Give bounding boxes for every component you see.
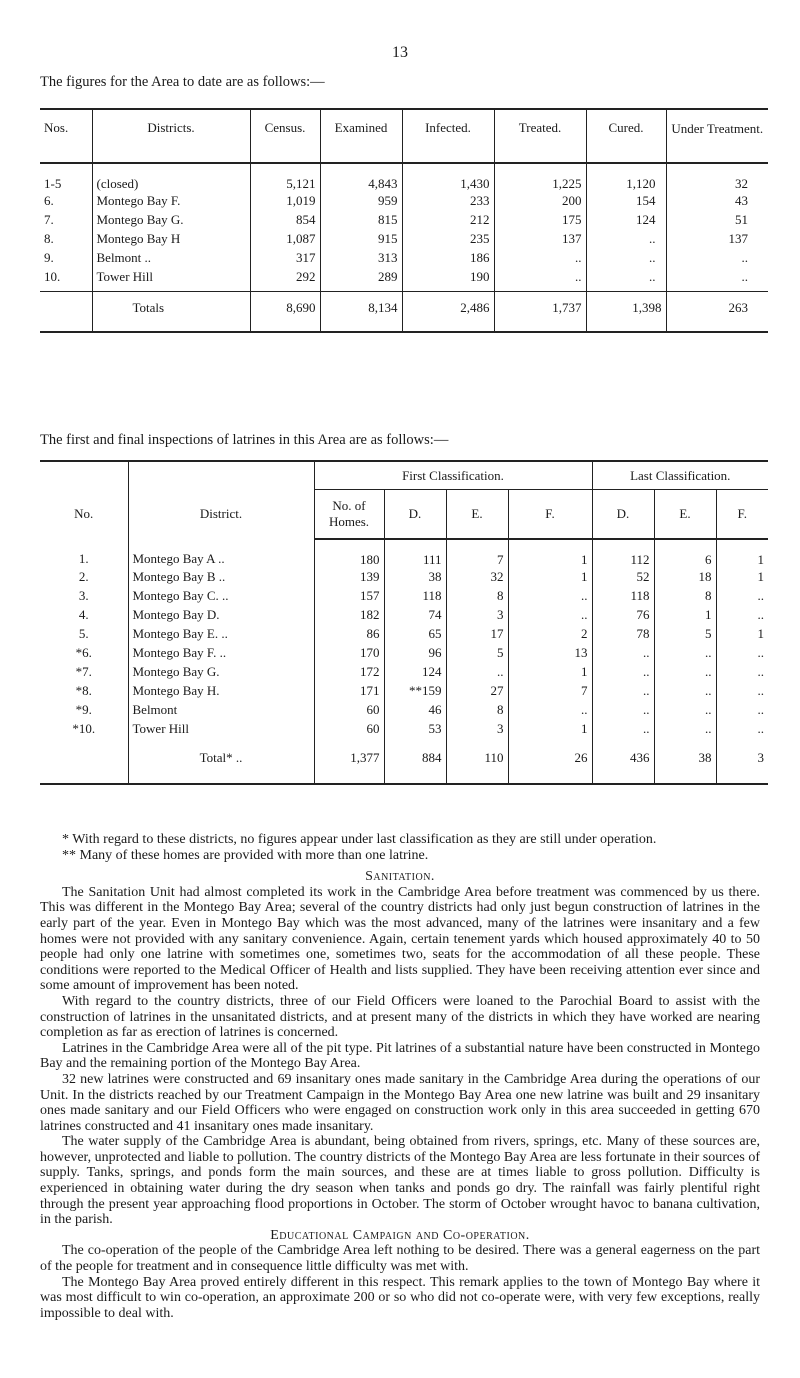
table-row xyxy=(40,626,768,645)
table-cell: .. xyxy=(446,664,508,683)
table-cell: 1,019 xyxy=(250,193,320,212)
t1-header: Cured. xyxy=(586,109,666,163)
intro-line-1: The figures for the Area to date are as follows:— xyxy=(40,74,325,90)
table-cell: 8 xyxy=(446,588,508,607)
table-cell: .. xyxy=(592,702,654,721)
t2-header: No. of Homes. xyxy=(314,489,384,539)
table-cell: Montego Bay E. .. xyxy=(128,626,314,645)
table-cell: 233 xyxy=(402,193,494,212)
table-cell: 5,121 xyxy=(250,163,320,193)
table-cell: 10. xyxy=(44,269,61,284)
intro-line-2: The first and final inspections of latrines in this Area are as follows:— xyxy=(40,432,449,448)
t2-total-cell: 884 xyxy=(384,740,446,784)
table-cell: *6. xyxy=(75,645,92,660)
table-cell: 5. xyxy=(78,626,89,641)
treatment-table xyxy=(40,108,768,333)
table-cell: .. xyxy=(716,645,768,664)
table-cell: 118 xyxy=(384,588,446,607)
footnote-2: ** Many of these homes are provided with more than one latrine. xyxy=(62,847,429,863)
t1-header: Districts. xyxy=(92,109,250,163)
t1-header: Under Treatment. xyxy=(666,109,768,163)
table-cell: .. xyxy=(716,607,768,626)
table-row xyxy=(40,250,768,269)
t1-header: Examined xyxy=(320,109,402,163)
table-cell: 60 xyxy=(314,721,384,740)
table-cell: 112 xyxy=(592,539,654,569)
table-cell: 96 xyxy=(384,645,446,664)
table-row xyxy=(40,569,768,588)
table-cell: 17 xyxy=(446,626,508,645)
table-row xyxy=(40,683,768,702)
table-cell: 139 xyxy=(314,569,384,588)
table-cell: 111 xyxy=(384,539,446,569)
table-cell: 175 xyxy=(494,212,586,231)
table-cell: .. xyxy=(716,683,768,702)
t1-total-cell: 263 xyxy=(666,292,768,332)
table-cell: 4,843 xyxy=(320,163,402,193)
table-cell: Montego Bay A .. xyxy=(128,539,314,569)
paragraph: With regard to the country districts, three of our Field Officers were loaned to the Parochial Board to assist with the construction of latrines in the unsanitated districts, and at present many of the districts in which they have worked are nearing completion as far as erection of latrines is concerned. xyxy=(40,993,760,1041)
table-cell: 1 xyxy=(654,607,716,626)
t2-total-cell: 3 xyxy=(716,740,768,784)
education-section xyxy=(40,1243,760,1321)
table-cell: 1-5 xyxy=(44,176,62,191)
table-cell: 172 xyxy=(314,664,384,683)
table-cell: 137 xyxy=(666,231,768,250)
t2-total-cell: 38 xyxy=(654,740,716,784)
table-cell: 51 xyxy=(666,212,768,231)
table-cell: 78 xyxy=(592,626,654,645)
table-cell: 7 xyxy=(508,683,592,702)
t1-total-cell: 2,486 xyxy=(402,292,494,332)
table-cell: Montego Bay B .. xyxy=(128,569,314,588)
t1-header: Treated. xyxy=(494,109,586,163)
t2-header: E. xyxy=(654,489,716,539)
table-cell: (closed) xyxy=(92,163,250,193)
table-cell: .. xyxy=(716,664,768,683)
table-cell: 1 xyxy=(716,626,768,645)
table-row xyxy=(40,664,768,683)
table-cell: .. xyxy=(494,269,586,292)
t2-header: F. xyxy=(716,489,768,539)
t2-header: E. xyxy=(446,489,508,539)
table-cell: 74 xyxy=(384,607,446,626)
table-cell: Montego Bay D. xyxy=(128,607,314,626)
table-cell: 1 xyxy=(508,539,592,569)
table-cell: 200 xyxy=(494,193,586,212)
table-cell: Montego Bay G. xyxy=(92,212,250,231)
table-cell: .. xyxy=(586,269,666,292)
t2-total-cell: 110 xyxy=(446,740,508,784)
table-row xyxy=(40,212,768,231)
table-cell: .. xyxy=(666,250,768,269)
table-row xyxy=(40,231,768,250)
table-cell: 1,120 xyxy=(586,163,666,193)
table-cell: .. xyxy=(592,645,654,664)
table-cell: Montego Bay H xyxy=(92,231,250,250)
table-cell: **159 xyxy=(384,683,446,702)
table-cell: 170 xyxy=(314,645,384,664)
table-cell: 124 xyxy=(586,212,666,231)
t2-total-cell: Total* .. xyxy=(128,740,314,784)
table-cell: Montego Bay C. .. xyxy=(128,588,314,607)
table-cell: 313 xyxy=(320,250,402,269)
t1-header: Infected. xyxy=(402,109,494,163)
paragraph: The co-operation of the people of the Cambridge Area left nothing to be desired. There was a general eagerness on the part of the people for treatment and in consequence little difficulty was met with. xyxy=(40,1243,760,1275)
table-cell: .. xyxy=(654,702,716,721)
table-cell: 854 xyxy=(250,212,320,231)
table-cell: Montego Bay G. xyxy=(128,664,314,683)
table-row xyxy=(40,193,768,212)
t2-total-cell: 1,377 xyxy=(314,740,384,784)
table-cell: 76 xyxy=(592,607,654,626)
t1-header: Nos. xyxy=(40,109,92,163)
t2-group-first: First Classification. xyxy=(314,461,592,489)
page-number: 13 xyxy=(392,44,408,61)
table-cell: .. xyxy=(508,702,592,721)
table-cell: 8 xyxy=(446,702,508,721)
table-cell: 157 xyxy=(314,588,384,607)
table-cell: 27 xyxy=(446,683,508,702)
paragraph: The Sanitation Unit had almost completed its work in the Cambridge Area before treatment was commenced by us there. This was different in the Montego Bay Area; several of the country districts had only just begun construction of latrines in the early part of the year. Even in Montego Bay which was the most advanced, many of the latrines were insanitary and a few homes were not provided with any sanitary convenience. Again, certain tenement yards which housed approximately 40 to 50 people had only one latrine with sometimes one, sometimes two, seats for the accommodation of all these people. These conditions were reported to the Medical Officer of Health and lists supplied. They have been receiving attention ever since and some amount of improvement has been noted. xyxy=(40,884,760,994)
table-cell: .. xyxy=(716,721,768,740)
paragraph: Latrines in the Cambridge Area were all of the pit type. Pit latrines of a substantial nature have been constructed in Montego Bay and the remaining portion of the Montego Bay Area. xyxy=(40,1040,760,1072)
table-cell: 2 xyxy=(508,626,592,645)
paragraph: The Montego Bay Area proved entirely different in this respect. This remark applies to the town of Montego Bay where it was most difficult to win co-operation, an approximate 200 or so who did not co-operate were, with very few exceptions, really impossible to deal with. xyxy=(40,1274,760,1321)
table-cell: 154 xyxy=(586,193,666,212)
t1-total-cell xyxy=(40,292,92,332)
latrine-inspection-table xyxy=(40,460,768,785)
table-cell: 815 xyxy=(320,212,402,231)
table-cell: 7. xyxy=(44,212,54,227)
table-cell: 3. xyxy=(78,588,89,603)
table-cell: Tower Hill xyxy=(128,721,314,740)
t2-header: F. xyxy=(508,489,592,539)
table-cell: .. xyxy=(654,721,716,740)
table-cell: .. xyxy=(654,645,716,664)
body-text xyxy=(40,832,760,1321)
table-cell: .. xyxy=(716,702,768,721)
table-cell: 13 xyxy=(508,645,592,664)
table-cell: 1 xyxy=(508,721,592,740)
table-cell: 1,087 xyxy=(250,231,320,250)
table-cell: 32 xyxy=(446,569,508,588)
table-cell: 186 xyxy=(402,250,494,269)
table-cell: .. xyxy=(654,683,716,702)
t2-header: District. xyxy=(128,461,314,539)
table-cell: .. xyxy=(508,607,592,626)
table-row xyxy=(40,702,768,721)
table-cell: 180 xyxy=(314,539,384,569)
table-cell: .. xyxy=(716,588,768,607)
table-cell: .. xyxy=(508,588,592,607)
table-cell: .. xyxy=(592,683,654,702)
table-row xyxy=(40,539,768,569)
table-row xyxy=(40,721,768,740)
table-cell: 65 xyxy=(384,626,446,645)
table-cell: 3 xyxy=(446,607,508,626)
table-cell: 8. xyxy=(44,231,54,246)
table-cell: 32 xyxy=(666,163,768,193)
table-cell: 1. xyxy=(78,551,89,566)
table-cell: .. xyxy=(586,231,666,250)
table-cell: 6. xyxy=(44,193,54,208)
table-cell: 1 xyxy=(508,569,592,588)
table-cell: 959 xyxy=(320,193,402,212)
table-cell: 2. xyxy=(78,569,89,584)
table-cell: 86 xyxy=(314,626,384,645)
table-cell: 46 xyxy=(384,702,446,721)
table-cell: .. xyxy=(592,664,654,683)
table-row xyxy=(40,645,768,664)
t2-group-last: Last Classification. xyxy=(592,461,768,489)
sanitation-section xyxy=(40,885,760,1228)
table-cell: 53 xyxy=(384,721,446,740)
table-cell: 60 xyxy=(314,702,384,721)
table-cell: *9. xyxy=(75,702,92,717)
table-cell: 182 xyxy=(314,607,384,626)
table-cell: 137 xyxy=(494,231,586,250)
table-cell: .. xyxy=(592,721,654,740)
table-cell: 915 xyxy=(320,231,402,250)
education-heading: Educational Campaign and Co-operation. xyxy=(270,1227,530,1243)
table-row xyxy=(40,269,768,292)
table-cell: 8 xyxy=(654,588,716,607)
sanitation-heading: Sanitation. xyxy=(365,869,435,885)
t1-header: Census. xyxy=(250,109,320,163)
table-row xyxy=(40,163,768,193)
table-cell: 5 xyxy=(446,645,508,664)
t2-total-cell xyxy=(40,740,128,784)
t1-total-cell: 8,690 xyxy=(250,292,320,332)
t1-total-cell: 1,398 xyxy=(586,292,666,332)
table-cell: 171 xyxy=(314,683,384,702)
table-cell: .. xyxy=(494,250,586,269)
paragraph: 32 new latrines were constructed and 69 insanitary ones made sanitary in the Cambridge Area during the operations of our Unit. In the districts reached by our Treatment Campaign in the Montego Bay Area one new latrine was built and 29 insanitary ones made sanitary and our Field Officers who were engaged on construction work only in this area succeeded in getting 670 latrines constructed and 41 insanitary ones made insanitary. xyxy=(40,1071,760,1134)
table-cell: 235 xyxy=(402,231,494,250)
table-cell: 6 xyxy=(654,539,716,569)
t2-header: D. xyxy=(592,489,654,539)
table-cell: 3 xyxy=(446,721,508,740)
table-cell: 9. xyxy=(44,250,54,265)
table-cell: .. xyxy=(654,664,716,683)
table-cell: 52 xyxy=(592,569,654,588)
table-row xyxy=(40,607,768,626)
table-cell: 1,225 xyxy=(494,163,586,193)
table-cell: Montego Bay H. xyxy=(128,683,314,702)
table-cell: 317 xyxy=(250,250,320,269)
table-cell: 18 xyxy=(654,569,716,588)
table-cell: *10. xyxy=(72,721,96,736)
table-cell: 118 xyxy=(592,588,654,607)
table-cell: 43 xyxy=(666,193,768,212)
table-cell: 1 xyxy=(716,539,768,569)
footnote-1: * With regard to these districts, no figures appear under last classification as they are still under operation. xyxy=(62,832,657,847)
table-cell: Montego Bay F. xyxy=(92,193,250,212)
table-cell: 1 xyxy=(716,569,768,588)
table-cell: 1 xyxy=(508,664,592,683)
table-cell: 190 xyxy=(402,269,494,292)
table-cell: Montego Bay F. .. xyxy=(128,645,314,664)
table-cell: Belmont .. xyxy=(92,250,250,269)
table-cell: 1,430 xyxy=(402,163,494,193)
table-row xyxy=(40,588,768,607)
t2-total-cell: 26 xyxy=(508,740,592,784)
table-cell: 212 xyxy=(402,212,494,231)
table-cell: 292 xyxy=(250,269,320,292)
t1-total-cell: 8,134 xyxy=(320,292,402,332)
table-cell: Tower Hill xyxy=(92,269,250,292)
table-cell: 38 xyxy=(384,569,446,588)
table-cell: 289 xyxy=(320,269,402,292)
paragraph: The water supply of the Cambridge Area is abundant, being obtained from rivers, springs, etc. Many of these sources are, however, unprotected and liable to pollution. The country districts of the Montego Bay Area are less fortunate in their sources of supply. Tanks, springs, and ponds form the main sources, and these are at times liable to gross pollution. Difficulty is experienced in obtaining water during the dry season when tanks and ponds go dry. The rainfall was fairly plentiful right through the present year approaching flood proportions in October. The storm of October wrought havoc to banana cultivation, in the parish. xyxy=(40,1134,760,1228)
t1-total-cell: 1,737 xyxy=(494,292,586,332)
t2-total-cell: 436 xyxy=(592,740,654,784)
table-cell: *7. xyxy=(75,664,92,679)
t1-total-cell: Totals xyxy=(92,292,250,332)
table-cell: 5 xyxy=(654,626,716,645)
table-cell: .. xyxy=(586,250,666,269)
table-cell: *8. xyxy=(75,683,92,698)
table-cell: .. xyxy=(666,269,768,292)
footnotes xyxy=(40,832,760,863)
table-cell: 124 xyxy=(384,664,446,683)
table-cell: Belmont xyxy=(128,702,314,721)
table-cell: 4. xyxy=(78,607,89,622)
t2-header: No. xyxy=(40,461,128,539)
t2-header: D. xyxy=(384,489,446,539)
table-cell: 7 xyxy=(446,539,508,569)
